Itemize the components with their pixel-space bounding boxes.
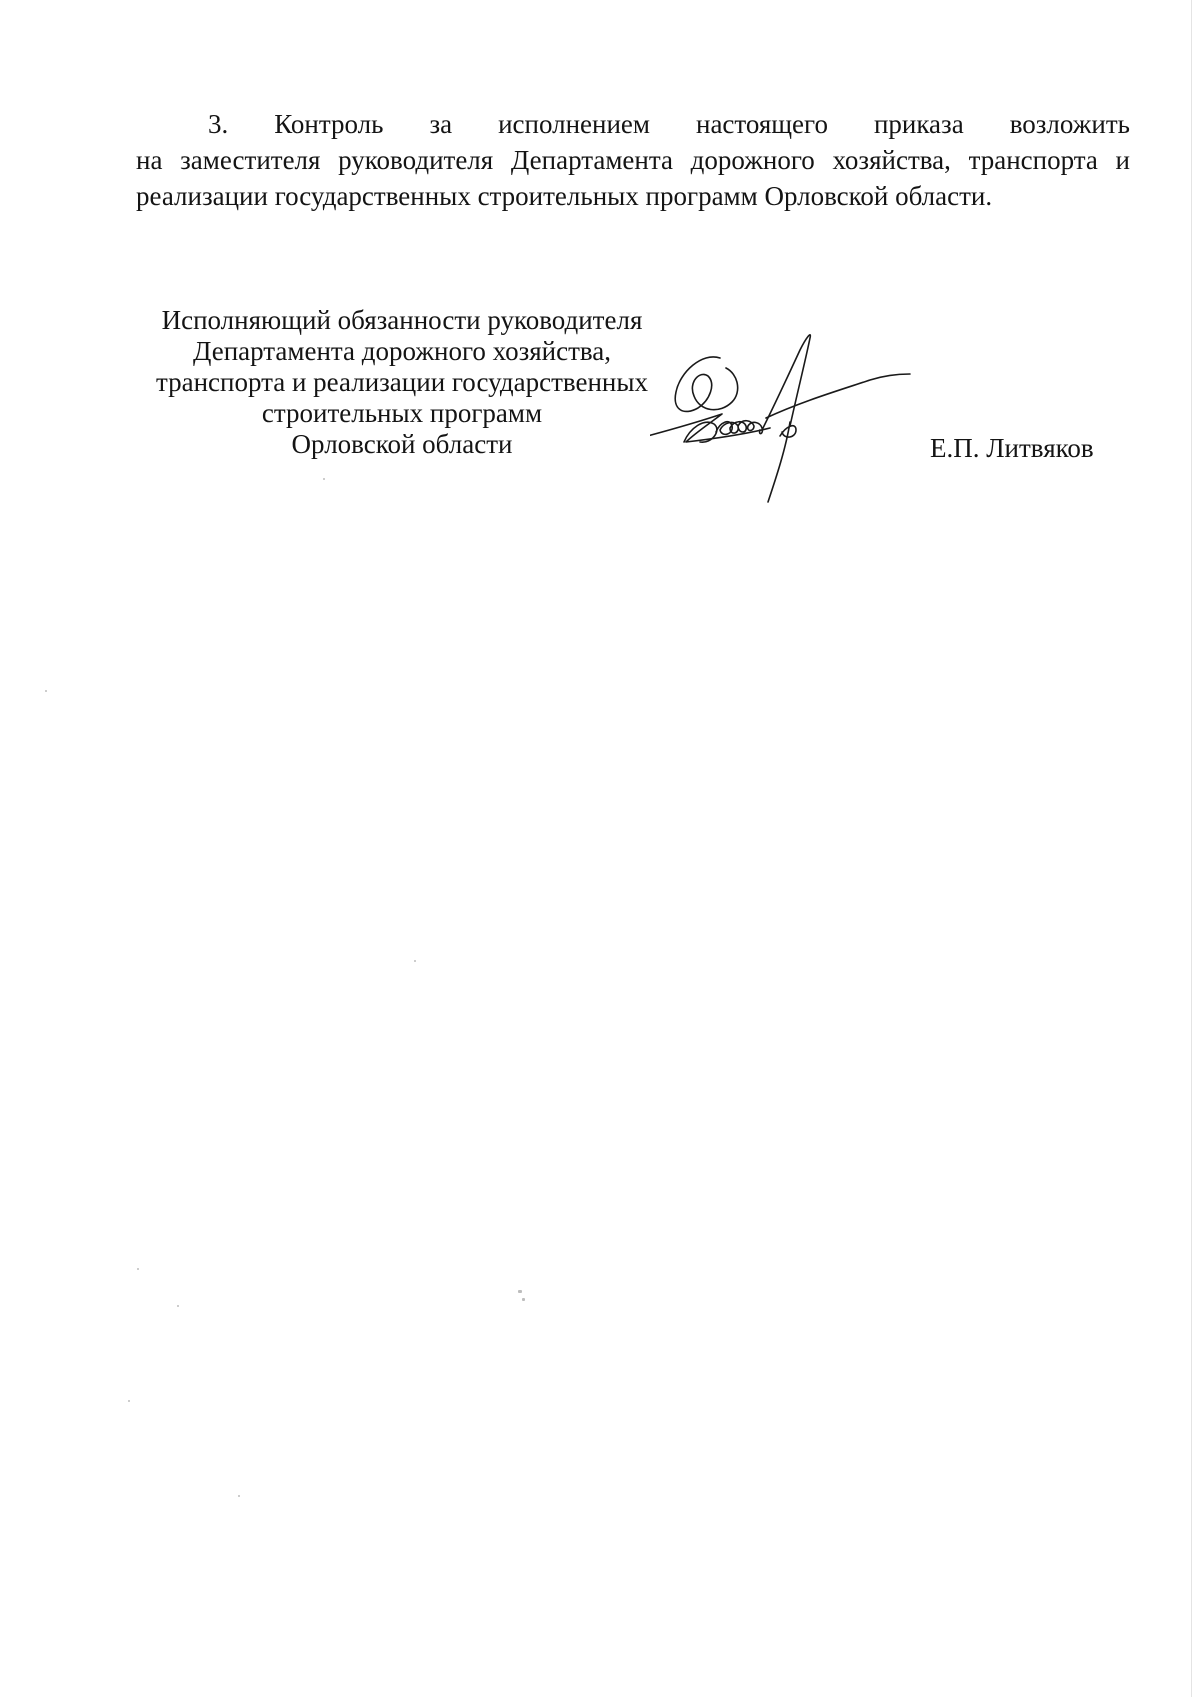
scan-speck — [522, 1298, 525, 1301]
order-paragraph-3 — [136, 106, 1130, 214]
paragraph-word: приказа — [873, 109, 964, 139]
signer-title-line: строительных программ — [261, 398, 543, 428]
paragraph-line-1 — [136, 106, 1130, 142]
scan-speck — [238, 1495, 240, 1497]
paragraph-word: настоящего — [696, 109, 828, 139]
scan-speck — [177, 1305, 179, 1307]
paragraph-line-2: на заместителя руководителя Департамента дорожного хозяйства, транспорта и — [136, 145, 1130, 175]
scan-speck — [414, 960, 416, 962]
page-edge-line — [1191, 0, 1192, 1697]
paragraph-number: 3. — [208, 109, 229, 139]
signer-name: Е.П. Литвяков — [930, 433, 1094, 463]
scan-speck — [323, 478, 325, 480]
paragraph-word: за — [429, 109, 453, 139]
scan-speck — [128, 1400, 130, 1402]
scan-speck — [518, 1290, 522, 1293]
paragraph-word: исполнением — [498, 109, 650, 139]
scan-speck — [137, 1268, 139, 1270]
signer-title-line: Исполняющий обязанности руководителя — [161, 305, 643, 335]
scan-speck — [45, 690, 47, 692]
signer-title-line: транспорта и реализации государственных — [155, 367, 649, 397]
signer-title-line: Орловской области — [291, 429, 513, 459]
handwritten-signature — [650, 330, 950, 530]
signer-title-line: Департамента дорожного хозяйства, — [192, 336, 612, 366]
signer-position-title — [136, 305, 668, 460]
paragraph-word: Контроль — [274, 109, 384, 139]
paragraph-word: возложить — [1009, 109, 1130, 139]
paragraph-line-3: реализации государственных строительных программ Орловской области. — [136, 181, 993, 211]
